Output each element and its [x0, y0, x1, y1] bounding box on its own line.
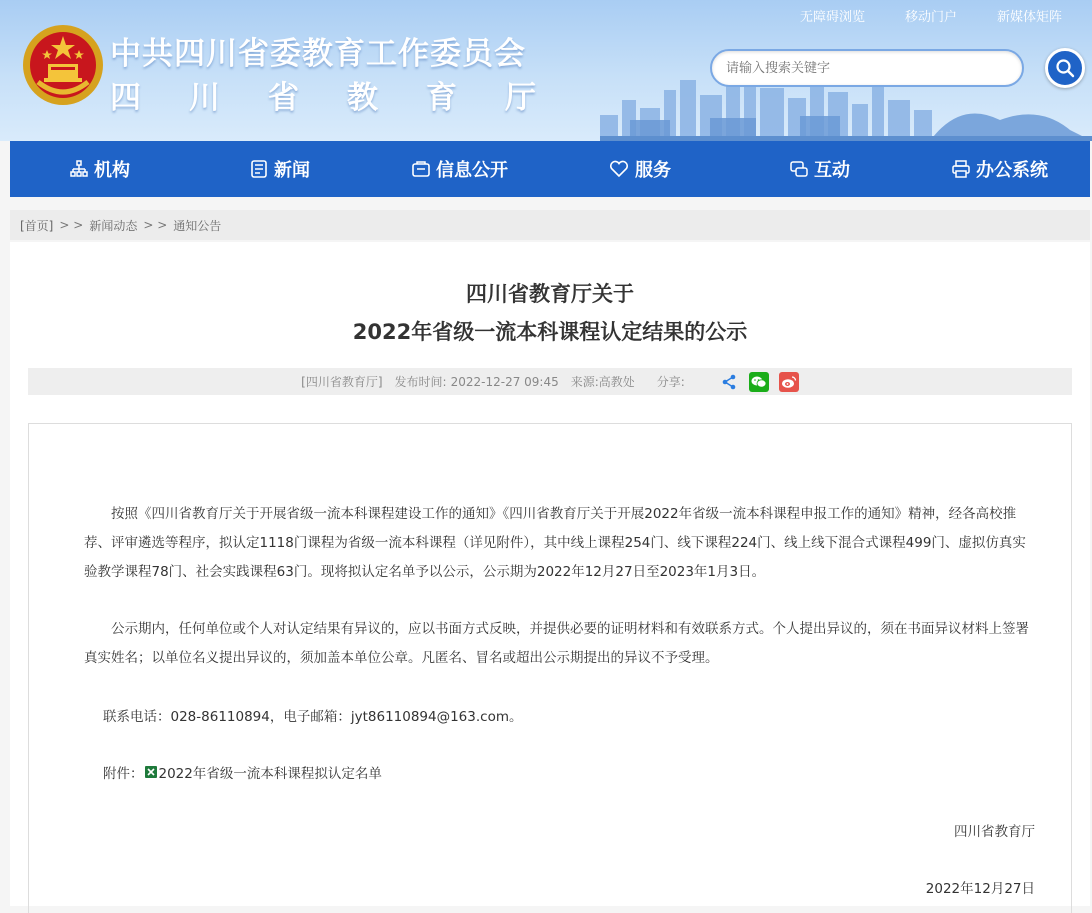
org-chart-icon: [70, 160, 88, 178]
nav-label: 机构: [94, 160, 130, 181]
article: [10, 242, 1090, 906]
article-paragraph-2: 公示期内，任何单位或个人对认定结果有异议的，应以书面方式反映，并提供必要的证明材料和有效联系方式。个人提出异议的，须在书面异议材料上签署真实姓名；以单位名义提出异议的，须加盖本单位公章。凡匿名、冒名或超出公示期提出的异议不予受理。: [84, 621, 1029, 666]
article-attachment: [103, 762, 382, 782]
nav-label: 服务: [635, 160, 671, 181]
site-header: [0, 0, 1092, 141]
article-paragraph-1: 按照《四川省教育厅关于开展省级一流本科课程建设工作的通知》《四川省教育厅关于开展2022年省级一流本科课程申报工作的通知》精神，经各高校推荐、评审遴选等程序，拟认定1118门课程为省级一流本科课程（详见附件），其中线上课程254门、线下课程224门、线上线下混合式课程499门、虚拟仿真实验教学课程78门、社会实践课程63门。现将拟认定名单予以公示，公示期为2022年12月27日至2023年1月3日。: [84, 506, 1026, 580]
nav-label: 互动: [814, 160, 850, 181]
attachment-link[interactable]: 2022年省级一流本科课程拟认定名单: [158, 766, 382, 782]
article-title-line2: 2022年省级一流本科课程认定结果的公示: [352, 320, 748, 344]
weibo-icon: [781, 375, 797, 389]
news-icon: [250, 160, 268, 178]
share-wechat-button[interactable]: [749, 372, 769, 392]
article-contact: 联系电话：028-86110894，电子邮箱：jyt86110894@163.com。: [103, 709, 523, 725]
search-icon: [1055, 58, 1075, 78]
breadcrumb-separator: > >: [143, 218, 168, 232]
article-content: [28, 423, 1072, 913]
search-button[interactable]: [1045, 48, 1085, 88]
share-icon: [721, 374, 737, 390]
search-input[interactable]: [724, 60, 1014, 77]
share-weibo-button[interactable]: [779, 372, 799, 392]
nav-label: 新闻: [274, 160, 310, 181]
meta-origin: 来源:高教处: [570, 375, 635, 389]
breadcrumb-home-link[interactable]: [首页]: [20, 218, 54, 233]
meta-source: [四川省教育厅]: [301, 375, 383, 389]
nav-item-interaction[interactable]: [730, 141, 910, 197]
printer-icon: [952, 160, 970, 178]
meta-publish-label: 发布时间:: [394, 375, 447, 389]
accessibility-link[interactable]: 无障碍浏览: [799, 10, 865, 25]
nav-item-service[interactable]: [550, 141, 730, 197]
interaction-icon: [790, 160, 808, 178]
dept-title: 四川省教育厅: [110, 80, 584, 116]
service-heart-icon: [609, 160, 629, 178]
nav-label: 信息公开: [436, 160, 508, 181]
nav-item-office-system[interactable]: [910, 141, 1090, 197]
meta-publish-time: 2022-12-27 09:45: [450, 374, 559, 389]
top-links: [800, 6, 1062, 25]
new-media-link[interactable]: 新媒体矩阵: [996, 10, 1062, 25]
article-date: 2022年12月27日: [925, 881, 1035, 897]
wechat-icon: [751, 375, 767, 389]
info-disclosure-icon: [412, 160, 430, 178]
org-title: 中共四川省委教育工作委员会: [110, 36, 526, 72]
search-box: [710, 49, 1024, 87]
article-meta-bar: [28, 368, 1072, 395]
mobile-portal-link[interactable]: 移动门户: [904, 10, 957, 25]
national-emblem-logo: [20, 22, 106, 108]
nav-item-info-disclosure[interactable]: [370, 141, 550, 197]
nav-label: 办公系统: [976, 160, 1048, 181]
breadcrumb-notice-link[interactable]: 通知公告: [173, 218, 222, 233]
breadcrumb: [10, 210, 1090, 240]
share-button[interactable]: [719, 372, 739, 392]
nav-item-news[interactable]: [190, 141, 370, 197]
article-signature: 四川省教育厅: [954, 824, 1035, 840]
excel-file-icon: [144, 765, 158, 779]
breadcrumb-news-link[interactable]: 新闻动态: [89, 218, 138, 233]
main-nav: [10, 141, 1090, 197]
article-title-line1: 四川省教育厅关于: [466, 282, 634, 306]
nav-item-org[interactable]: [10, 141, 190, 197]
meta-share-label: 分享:: [656, 375, 685, 389]
breadcrumb-separator: > >: [59, 218, 84, 232]
attachment-label: 附件：: [103, 766, 144, 782]
